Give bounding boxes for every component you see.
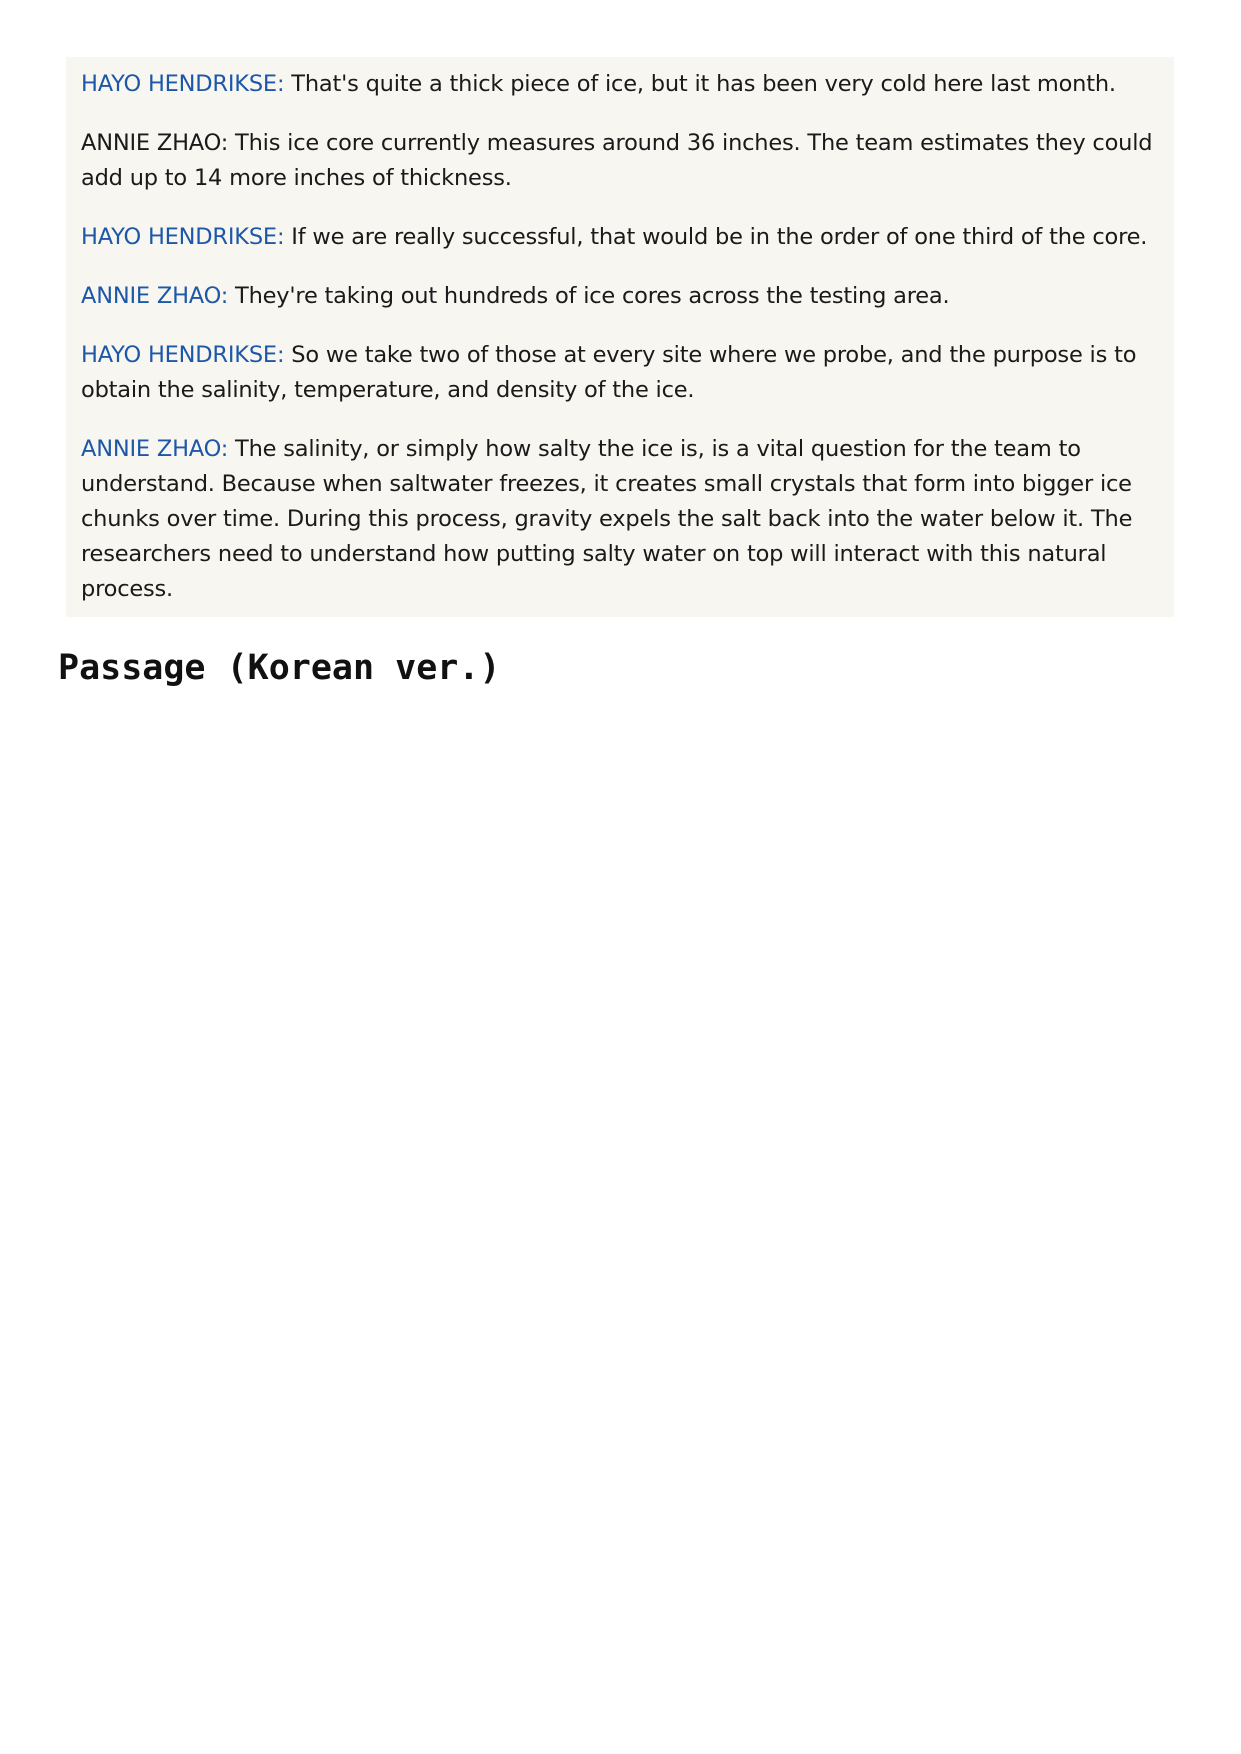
dialogue-text: So we take two of those at every site where we probe, and the purpose is to obtain the salinity, temperature, and density of the ice. — [81, 342, 1137, 403]
transcript-line — [81, 338, 1159, 408]
transcript-line — [81, 279, 1159, 314]
speaker-name: ANNIE ZHAO: — [81, 130, 229, 156]
section-heading: Passage (Korean ver.) — [58, 648, 501, 688]
transcript-line — [81, 126, 1159, 196]
dialogue-text: If we are really successful, that would be in the order of one third of the core. — [291, 224, 1148, 250]
dialogue-text: That's quite a thick piece of ice, but it has been very cold here last month. — [291, 71, 1116, 97]
speaker-name: ANNIE ZHAO: — [81, 283, 229, 309]
dialogue-text: They're taking out hundreds of ice cores across the testing area. — [235, 283, 950, 309]
transcript-box — [66, 57, 1174, 617]
dialogue-text: The salinity, or simply how salty the ice is, is a vital question for the team to understand. Because when saltwater freezes, it creates small crystals that form into bigger ice chunks over time. During this process, gravity expels the salt back into the water below it. The researchers need to understand how putting salty water on top will interact with this natural process. — [81, 436, 1133, 602]
transcript-line — [81, 432, 1159, 607]
speaker-name: ANNIE ZHAO: — [81, 436, 229, 462]
speaker-name: HAYO HENDRIKSE: — [81, 342, 285, 368]
transcript-line — [81, 220, 1159, 255]
speaker-name: HAYO HENDRIKSE: — [81, 71, 285, 97]
transcript-line — [81, 67, 1159, 102]
speaker-name: HAYO HENDRIKSE: — [81, 224, 285, 250]
dialogue-text: This ice core currently measures around 36 inches. The team estimates they could add up to 14 more inches of thickness. — [81, 130, 1153, 191]
